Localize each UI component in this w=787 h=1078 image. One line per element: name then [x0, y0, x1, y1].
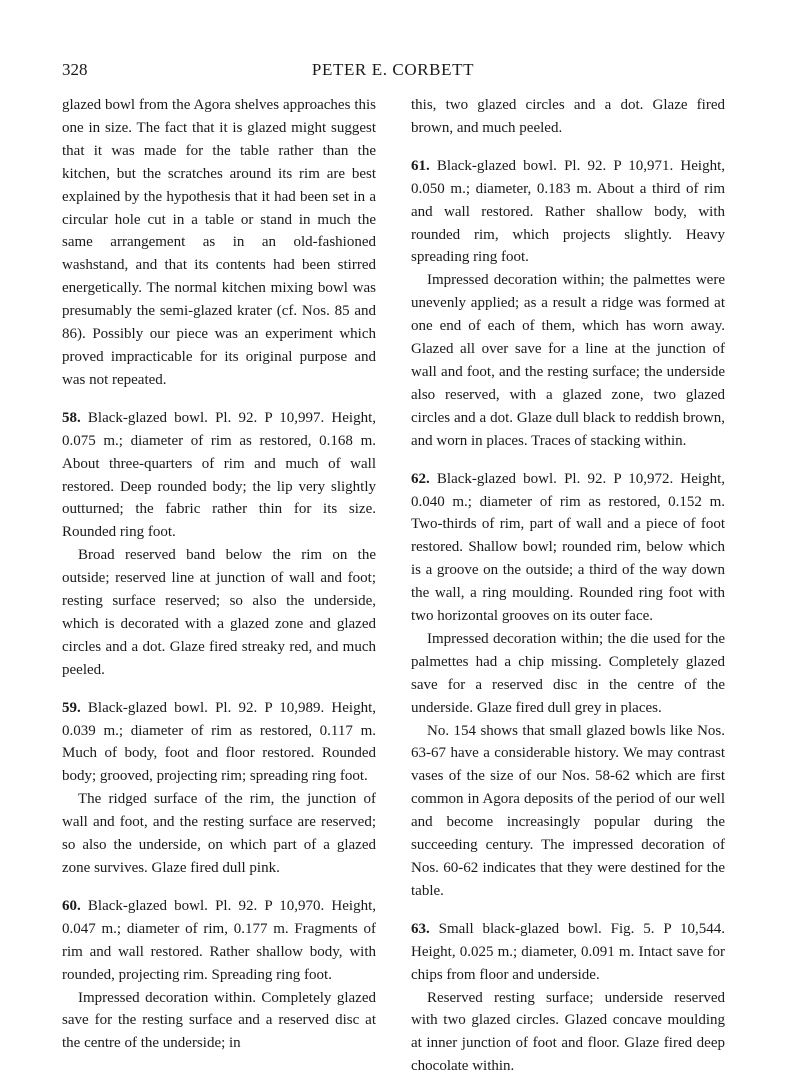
catalogue-entry-63 [411, 918, 725, 1078]
paragraph: this, two glazed circles and a dot. Glaze fired brown, and much peeled. [411, 97, 725, 136]
paragraph: glazed bowl from the Agora shelves approaches this one in size. The fact that it is glazed might suggest that it was made for the table rather than the kitchen, but the scratches around its rim are best explained by the hypothesis that it had been set in a circular hole cut in a table or stand in much the same arrangement as in an old-fashioned washstand, and that its contents had been stirred energetically. The normal kitchen mixing bowl was presumably the semi-glazed krater (cf. Nos. 85 and 86). Possibly our piece was an experiment which proved impracticable for its original purpose and was not repeated. [62, 97, 376, 388]
right-column [411, 94, 725, 1078]
entry-number: 58. [62, 409, 81, 426]
continuation-text [62, 94, 376, 392]
entry-number: 61. [411, 157, 430, 174]
paragraph: No. 154 shows that small glazed bowls like Nos. 63-67 have a considerable history. We may contrast vases of the size of our Nos. 58-62 which are first common in Agora deposits of the period of our well and become increasingly popular during the succeeding century. The impressed decoration of Nos. 60-62 indicates that they were destined for the table. [411, 722, 725, 899]
entry-description: Black-glazed bowl. Pl. 92. P 10,972. Height, 0.040 m.; diameter of rim as restored, 0.152 m. Two-thirds of rim, part of wall and a piece of foot restored. Shallow bowl; rounded rim, below which is a groove on the outside; a third of the way down the wall, a ring moulding. Rounded ring foot with two horizontal grooves on its outer face. [411, 470, 726, 625]
entry-description: Black-glazed bowl. Pl. 92. P 10,970. Height, 0.047 m.; diameter of rim, 0.177 m. Fragments of rim and wall restored. Rather shallow body, with rounded, projecting rim. Spreading ring foot. [62, 897, 377, 983]
continuation-text [411, 94, 725, 140]
entry-heading [411, 155, 725, 270]
entry-number: 62. [411, 470, 430, 487]
entry-number: 63. [411, 920, 430, 937]
paragraph: The ridged surface of the rim, the junction of wall and foot, and the resting surface are reserved; so also the underside, on which part of a glazed zone survives. Glaze fired dull pink. [62, 791, 376, 876]
page-number: 328 [62, 60, 88, 79]
entry-heading [411, 468, 725, 628]
entry-number: 59. [62, 699, 81, 716]
entry-description: Black-glazed bowl. Pl. 92. P 10,971. Height, 0.050 m.; diameter, 0.183 m. About a third of rim and wall restored. Rather shallow body, with rounded rim, which projects slightly. Heavy spreading ring foot. [411, 157, 726, 266]
entry-description: Black-glazed bowl. Pl. 92. P 10,989. Height, 0.039 m.; diameter of rim as restored, 0.117 m. Much of body, foot and floor restored. Rounded body; grooved, projecting rim; spreading ring foot. [62, 699, 377, 785]
entry-heading [411, 918, 725, 987]
running-title: PETER E. CORBETT [311, 60, 475, 79]
paragraph: Impressed decoration within; the palmettes were unevenly applied; as a result a ridge was formed at one end of each of them, which has worn away. Glazed all over save for a line at the junction of wall and foot, and the resting surface; the underside also reserved, with a glazed zone, two glazed circles and a dot. Glaze dull black to reddish brown, and worn in places. Traces of stacking within. [411, 272, 725, 449]
paragraph: Impressed decoration within. Completely glazed save for the resting surface and a reserved disc at the centre of the underside; in [62, 989, 376, 1052]
entry-description: Black-glazed bowl. Pl. 92. P 10,997. Height, 0.075 m.; diameter of rim as restored, 0.168 m. About three-quarters of rim and much of wall restored. Deep rounded body; the lip very slightly outturned; the fabric rather thin for its size. Rounded ring foot. [62, 409, 377, 541]
page-header [62, 60, 724, 84]
catalogue-entry-60 [62, 895, 376, 1055]
left-column [62, 94, 376, 1055]
entry-description: Small black-glazed bowl. Fig. 5. P 10,544. Height, 0.025 m.; diameter, 0.091 m. Intact save for chips from floor and underside. [411, 920, 726, 983]
entry-number: 60. [62, 897, 81, 914]
paragraph: Reserved resting surface; underside reserved with two glazed circles. Glazed concave moulding at inner junction of foot and floor. Glaze fired deep chocolate within. [411, 989, 725, 1075]
entry-heading [62, 407, 376, 544]
catalogue-entry-61 [411, 155, 725, 453]
paragraph: Impressed decoration within; the die used for the palmettes had a chip missing. Completely glazed save for a reserved disc in the centre of the underside. Glaze fired dull grey in places. [411, 630, 725, 716]
entry-heading [62, 697, 376, 789]
entry-heading [62, 895, 376, 987]
catalogue-entry-58 [62, 407, 376, 682]
paragraph: Broad reserved band below the rim on the outside; reserved line at junction of wall and foot; resting surface reserved; so also the underside, which is decorated with a glazed zone and glazed circles and a dot. Glaze fired streaky red, and much peeled. [62, 547, 376, 678]
catalogue-entry-62 [411, 468, 725, 903]
catalogue-entry-59 [62, 697, 376, 880]
